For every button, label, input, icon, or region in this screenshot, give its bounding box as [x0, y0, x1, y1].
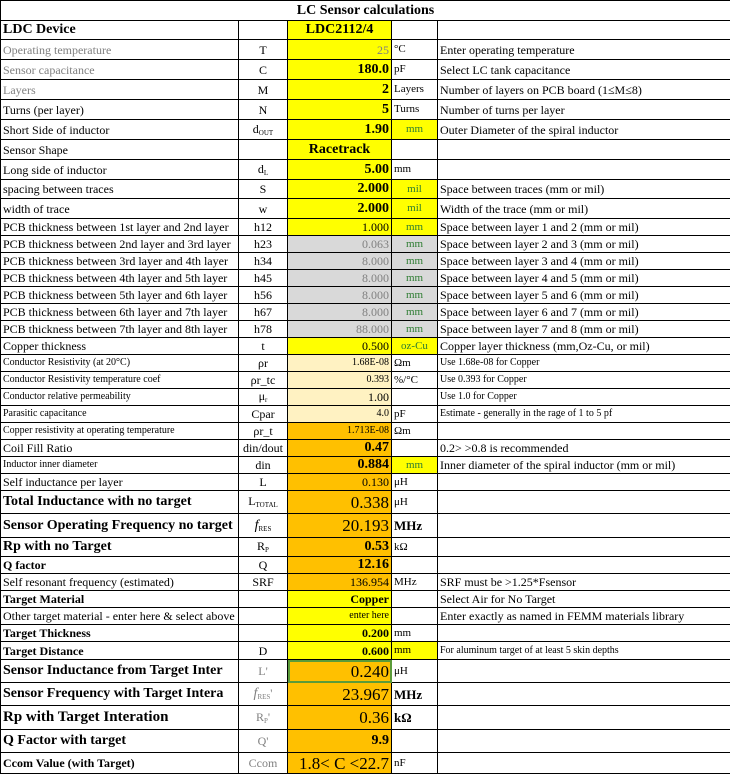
unit-cell: mm	[392, 321, 438, 338]
value-input[interactable]: Racetrack	[288, 140, 392, 160]
row-symbol	[239, 304, 288, 321]
row-symbol	[239, 80, 288, 100]
table-row	[1, 683, 730, 706]
symbol-text: R	[257, 539, 265, 553]
note-cell: Space between layer 4 and 5 (mm or mil)	[438, 270, 730, 287]
row-label: Conductor Resistivity temperature coef	[1, 372, 239, 389]
value-cell[interactable]: 0.130	[288, 474, 392, 491]
note-cell: Space between layer 3 and 4 (mm or mil)	[438, 253, 730, 270]
row-label: Ccom Value (with Target)	[1, 753, 239, 774]
note-cell: Copper layer thickness (mm,Oz-Cu, or mil)	[438, 338, 730, 355]
row-symbol	[239, 321, 288, 338]
table-row	[1, 236, 730, 253]
row-label: Sensor Frequency with Target Intera	[1, 683, 239, 706]
row-label: Q Factor with target	[1, 730, 239, 753]
row-symbol	[239, 591, 288, 608]
row-symbol	[239, 160, 288, 180]
row-symbol	[239, 660, 288, 683]
symbol-text: Ccom	[249, 756, 278, 770]
row-symbol	[239, 60, 288, 80]
table-row	[1, 591, 730, 608]
table-row	[1, 406, 730, 423]
row-label: Other target material - enter here & select above	[1, 608, 239, 625]
value-cell[interactable]: 4.0	[288, 406, 392, 423]
value-cell[interactable]: 0.47	[288, 440, 392, 457]
row-label: Sensor capacitance	[1, 60, 239, 80]
row-label: Parasitic capacitance	[1, 406, 239, 423]
value-cell[interactable]: 136.954	[288, 574, 392, 591]
value-cell[interactable]: 88.000	[288, 321, 392, 338]
symbol-text: SRF	[252, 575, 273, 589]
table-row	[1, 608, 730, 625]
row-symbol	[239, 372, 288, 389]
note-cell	[438, 557, 730, 574]
row-symbol	[239, 557, 288, 574]
value-cell[interactable]: 0.338	[288, 491, 392, 514]
row-label: Self inductance per layer	[1, 474, 239, 491]
unit-cell: μH	[392, 660, 438, 683]
symbol-text: ρr_tc	[251, 373, 276, 387]
symbol-subscript: P	[265, 546, 269, 554]
symbol-text: h78	[254, 322, 272, 336]
row-symbol	[239, 730, 288, 753]
symbol-text: Cpar	[251, 407, 274, 421]
table-row	[1, 287, 730, 304]
unit-cell: °C	[392, 40, 438, 60]
table-row	[1, 474, 730, 491]
value-input[interactable]: LDC2112/4	[288, 21, 392, 40]
row-symbol	[239, 287, 288, 304]
table-row	[1, 338, 730, 355]
value-cell[interactable]: 8.000	[288, 304, 392, 321]
value-cell[interactable]: 0.393	[288, 372, 392, 389]
value-cell[interactable]: 1.68E-08	[288, 355, 392, 372]
note-cell	[438, 423, 730, 440]
unit-cell: mm	[392, 120, 438, 140]
note-cell: Estimate - generally in the rage of 1 to 5 pf	[438, 406, 730, 423]
note-cell	[438, 514, 730, 538]
row-symbol	[239, 338, 288, 355]
unit-cell: mil	[392, 199, 438, 219]
table-row	[1, 180, 730, 199]
table-row	[1, 642, 730, 660]
row-symbol	[239, 140, 288, 160]
note-cell: Use 0.393 for Copper	[438, 372, 730, 389]
note-cell: Enter exactly as named in FEMM materials library	[438, 608, 730, 625]
note-cell	[438, 625, 730, 642]
note-cell: Space between layer 2 and 3 (mm or mil)	[438, 236, 730, 253]
unit-cell: mm	[392, 160, 438, 180]
value-cell[interactable]: 9.9	[288, 730, 392, 753]
row-symbol	[239, 457, 288, 474]
symbol-text: h56	[254, 288, 272, 302]
note-cell: Space between layer 7 and 8 (mm or mil)	[438, 321, 730, 338]
table-row	[1, 100, 730, 120]
table-row	[1, 321, 730, 338]
note-cell: Enter operating temperature	[438, 40, 730, 60]
note-cell	[438, 730, 730, 753]
table-row	[1, 389, 730, 406]
note-cell	[438, 753, 730, 774]
unit-cell: mm	[392, 304, 438, 321]
symbol-text: ρr_t	[253, 424, 272, 438]
table-row	[1, 440, 730, 457]
symbol-subscript: TOTAL	[256, 501, 278, 509]
row-label: Conductor Resistivity (at 20°C)	[1, 355, 239, 372]
value-input[interactable]: enter here	[288, 608, 392, 625]
value-cell[interactable]: 1.8< C <22.7	[288, 753, 392, 774]
value-input[interactable]: 180.0	[288, 60, 392, 80]
unit-cell	[392, 591, 438, 608]
row-label: PCB thickness between 6th layer and 7th layer	[1, 304, 239, 321]
note-cell: Space between layer 5 and 6 (mm or mil)	[438, 287, 730, 304]
note-cell	[438, 660, 730, 683]
row-label: Turns (per layer)	[1, 100, 239, 120]
row-label: Target Material	[1, 591, 239, 608]
value-cell[interactable]: 20.193	[288, 514, 392, 538]
row-label: PCB thickness between 5th layer and 6th layer	[1, 287, 239, 304]
table-row	[1, 21, 730, 40]
unit-cell	[392, 389, 438, 406]
note-cell	[438, 538, 730, 557]
row-symbol	[239, 270, 288, 287]
row-label: Short Side of inductor	[1, 120, 239, 140]
symbol-text: M	[258, 83, 269, 97]
row-symbol	[239, 219, 288, 236]
symbol-text: h67	[254, 305, 272, 319]
table-row	[1, 140, 730, 160]
note-cell	[438, 21, 730, 40]
unit-cell: mm	[392, 457, 438, 474]
row-label: Layers	[1, 80, 239, 100]
table-row	[1, 574, 730, 591]
row-label: PCB thickness between 7th layer and 8th layer	[1, 321, 239, 338]
note-cell	[438, 140, 730, 160]
row-symbol	[239, 180, 288, 199]
symbol-text: h12	[254, 220, 272, 234]
value-cell[interactable]: 1.713E-08	[288, 423, 392, 440]
note-cell	[438, 160, 730, 180]
table-row	[1, 304, 730, 321]
row-symbol	[239, 355, 288, 372]
value-cell[interactable]: 8.000	[288, 270, 392, 287]
symbol-subscript: RES	[259, 525, 272, 533]
row-symbol	[239, 21, 288, 40]
symbol-text: L	[248, 494, 255, 508]
row-symbol	[239, 474, 288, 491]
unit-cell: mm	[392, 642, 438, 660]
row-symbol	[239, 491, 288, 514]
row-label: spacing between traces	[1, 180, 239, 199]
row-label: Rp with no Target	[1, 538, 239, 557]
symbol-text: h23	[254, 237, 272, 251]
unit-cell: MHz	[392, 574, 438, 591]
symbol-text: Q'	[258, 734, 269, 748]
symbol-text: N	[259, 103, 268, 117]
unit-cell: mm	[392, 219, 438, 236]
symbol-text: S	[260, 182, 267, 196]
symbol-text: ρr	[258, 356, 268, 370]
symbol-text: din/dout	[243, 441, 283, 455]
row-symbol	[239, 253, 288, 270]
row-label: Total Inductance with no target	[1, 491, 239, 514]
row-label: Sensor Shape	[1, 140, 239, 160]
unit-cell: nF	[392, 753, 438, 774]
table-row	[1, 625, 730, 642]
table-row	[1, 660, 730, 683]
table-row	[1, 423, 730, 440]
value-cell[interactable]: 0.240	[288, 660, 392, 683]
value-cell[interactable]: 8.000	[288, 287, 392, 304]
symbol-text: d	[258, 162, 264, 176]
value-input[interactable]: 0.200	[288, 625, 392, 642]
table-row	[1, 355, 730, 372]
symbol-subscript: L	[264, 169, 268, 177]
unit-cell: Layers	[392, 80, 438, 100]
note-cell: 0.2> >0.8 is recommended	[438, 440, 730, 457]
value-input[interactable]: 1.90	[288, 120, 392, 140]
row-symbol	[239, 625, 288, 642]
value-input[interactable]: Copper	[288, 591, 392, 608]
note-cell	[438, 683, 730, 706]
symbol-prime: '	[268, 710, 270, 724]
symbol-subscript: RES	[257, 693, 270, 701]
symbol-text: C	[259, 63, 267, 77]
symbol-text: L'	[258, 664, 268, 678]
row-symbol	[239, 100, 288, 120]
unit-cell: MHz	[392, 514, 438, 538]
symbol-text: L	[259, 475, 266, 489]
value-cell[interactable]: 0.884	[288, 457, 392, 474]
row-label: Rp with Target Interation	[1, 706, 239, 730]
table-row	[1, 253, 730, 270]
table-row	[1, 706, 730, 730]
symbol-text: h34	[254, 254, 272, 268]
unit-cell: MHz	[392, 683, 438, 706]
unit-cell	[392, 140, 438, 160]
unit-cell	[392, 21, 438, 40]
row-label: Sensor Inductance from Target Inter	[1, 660, 239, 683]
table-row	[1, 80, 730, 100]
unit-cell: pF	[392, 406, 438, 423]
row-symbol	[239, 40, 288, 60]
note-cell: Space between traces (mm or mil)	[438, 180, 730, 199]
row-label: PCB thickness between 1st layer and 2nd layer	[1, 219, 239, 236]
note-cell: Space between layer 1 and 2 (mm or mil)	[438, 219, 730, 236]
row-label: Sensor Operating Frequency no target	[1, 514, 239, 538]
table-row	[1, 372, 730, 389]
unit-cell: mil	[392, 180, 438, 199]
value-cell[interactable]: 23.967	[288, 683, 392, 706]
value-cell[interactable]: 12.16	[288, 557, 392, 574]
title-row	[1, 1, 730, 21]
unit-cell: μH	[392, 491, 438, 514]
unit-cell: mm	[392, 253, 438, 270]
symbol-text: h45	[254, 271, 272, 285]
value-cell[interactable]: 0.063	[288, 236, 392, 253]
unit-cell: %/°C	[392, 372, 438, 389]
row-symbol	[239, 236, 288, 253]
row-label: PCB thickness between 4th layer and 5th layer	[1, 270, 239, 287]
row-symbol	[239, 514, 288, 538]
value-input[interactable]: 25	[288, 40, 392, 60]
symbol-text: R	[256, 710, 264, 724]
row-symbol	[239, 574, 288, 591]
row-symbol	[239, 706, 288, 730]
row-label: Inductor inner diameter	[1, 457, 239, 474]
row-label: Q factor	[1, 557, 239, 574]
row-label: Long side of inductor	[1, 160, 239, 180]
row-symbol	[239, 608, 288, 625]
table-row	[1, 514, 730, 538]
note-cell: Number of turns per layer	[438, 100, 730, 120]
value-input[interactable]: 2.000	[288, 180, 392, 199]
table-row	[1, 538, 730, 557]
unit-cell: μH	[392, 474, 438, 491]
row-symbol	[239, 642, 288, 660]
value-cell[interactable]: 8.000	[288, 253, 392, 270]
value-input[interactable]: 1.000	[288, 219, 392, 236]
symbol-text: T	[259, 43, 266, 57]
symbol-text: f	[255, 518, 259, 533]
unit-cell: oz-Cu	[392, 338, 438, 355]
note-cell: Inner diameter of the spiral inductor (mm or mil)	[438, 457, 730, 474]
table-row	[1, 491, 730, 514]
unit-cell	[392, 730, 438, 753]
row-label: width of trace	[1, 199, 239, 219]
unit-cell: Turns	[392, 100, 438, 120]
unit-cell	[392, 608, 438, 625]
note-cell	[438, 706, 730, 730]
note-cell: Use 1.68e-08 for Copper	[438, 355, 730, 372]
unit-cell: Ωm	[392, 423, 438, 440]
symbol-prime: '	[270, 686, 272, 700]
row-label: Copper thickness	[1, 338, 239, 355]
symbol-text: Q	[259, 558, 268, 572]
unit-cell: mm	[392, 625, 438, 642]
note-cell: Space between layer 6 and 7 (mm or mil)	[438, 304, 730, 321]
table-row	[1, 730, 730, 753]
value-input[interactable]: 5.00	[288, 160, 392, 180]
value-input[interactable]: 0.600	[288, 642, 392, 660]
table-row	[1, 60, 730, 80]
row-symbol	[239, 440, 288, 457]
table-row	[1, 457, 730, 474]
table-row	[1, 120, 730, 140]
row-label: Target Thickness	[1, 625, 239, 642]
table-row	[1, 270, 730, 287]
value-cell[interactable]: 0.53	[288, 538, 392, 557]
row-label: Copper resistivity at operating temperature	[1, 423, 239, 440]
value-input[interactable]: 0.500	[288, 338, 392, 355]
table-row	[1, 753, 730, 774]
unit-cell	[392, 557, 438, 574]
row-label: PCB thickness between 3rd layer and 4th layer	[1, 253, 239, 270]
note-cell: Width of the trace (mm or mil)	[438, 199, 730, 219]
value-input[interactable]: 5	[288, 100, 392, 120]
symbol-text: t	[261, 339, 264, 353]
note-cell: Number of layers on PCB board (1≤M≤8)	[438, 80, 730, 100]
row-symbol	[239, 753, 288, 774]
row-label: Self resonant frequency (estimated)	[1, 574, 239, 591]
unit-cell: mm	[392, 236, 438, 253]
unit-cell: pF	[392, 60, 438, 80]
symbol-subscript: OUT	[259, 129, 273, 137]
row-label: LDC Device	[1, 21, 239, 40]
unit-cell: mm	[392, 270, 438, 287]
row-label: Operating temperature	[1, 40, 239, 60]
symbol-text: d	[253, 122, 259, 136]
symbol-subscript: r	[265, 396, 267, 404]
value-cell[interactable]: 0.36	[288, 706, 392, 730]
symbol-text: din	[255, 458, 270, 472]
value-input[interactable]: 2.000	[288, 199, 392, 219]
table-row	[1, 40, 730, 60]
note-cell	[438, 491, 730, 514]
row-symbol	[239, 406, 288, 423]
value-input[interactable]: 2	[288, 80, 392, 100]
unit-cell: kΩ	[392, 706, 438, 730]
row-symbol	[239, 389, 288, 406]
symbol-text: D	[259, 644, 268, 658]
note-cell: SRF must be >1.25*Fsensor	[438, 574, 730, 591]
unit-cell: mm	[392, 287, 438, 304]
value-cell[interactable]: 1.00	[288, 389, 392, 406]
unit-cell: kΩ	[392, 538, 438, 557]
note-cell: Use 1.0 for Copper	[438, 389, 730, 406]
row-label: Coil Fill Ratio	[1, 440, 239, 457]
table-row	[1, 219, 730, 236]
row-label: PCB thickness between 2nd layer and 3rd layer	[1, 236, 239, 253]
table-row	[1, 557, 730, 574]
unit-cell: Ωm	[392, 355, 438, 372]
symbol-text: f	[254, 686, 258, 701]
row-symbol	[239, 120, 288, 140]
row-symbol	[239, 199, 288, 219]
symbol-text: μ	[259, 389, 265, 403]
note-cell	[438, 474, 730, 491]
table-row	[1, 160, 730, 180]
row-label: Conductor relative permeability	[1, 389, 239, 406]
note-cell: Outer Diameter of the spiral inductor	[438, 120, 730, 140]
row-symbol	[239, 683, 288, 706]
unit-cell	[392, 440, 438, 457]
table-row	[1, 199, 730, 219]
symbol-subscript: P	[264, 717, 268, 725]
note-cell: Select LC tank capacitance	[438, 60, 730, 80]
row-symbol	[239, 538, 288, 557]
note-cell: Select Air for No Target	[438, 591, 730, 608]
sheet-title: LC Sensor calculations	[1, 1, 730, 21]
row-symbol	[239, 423, 288, 440]
row-label: Target Distance	[1, 642, 239, 660]
symbol-text: w	[259, 202, 268, 216]
note-cell: For aluminum target of at least 5 skin depths	[438, 642, 730, 660]
